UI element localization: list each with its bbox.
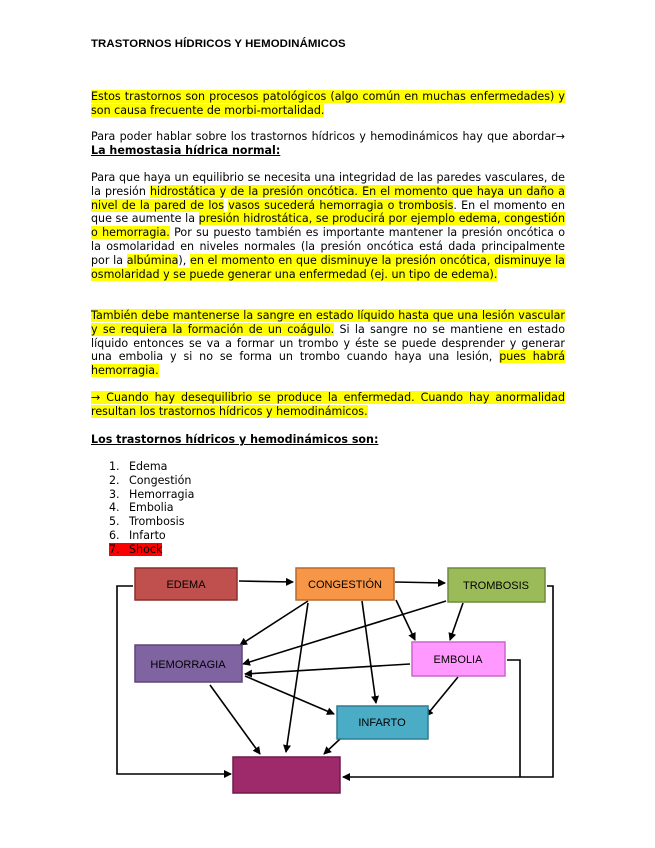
section-heading: La hemostasia hídrica normal:	[91, 143, 281, 157]
arrow-congestion-shock	[286, 603, 308, 752]
list-number: 4.	[109, 501, 120, 515]
list-number: 3.	[109, 487, 120, 501]
node-edema-label: EDEMA	[166, 579, 206, 591]
list-number: 1.	[109, 460, 120, 473]
node-shock-box	[233, 757, 340, 793]
list-number: 5.	[109, 515, 120, 529]
document-title: TRASTORNOS HÍDRICOS Y HEMODINÁMICOS	[91, 38, 346, 50]
highlight-text: en el momento en que disminuye la presión oncótica, disminuye la osmolaridad y se puede generar una enfermedad (ej. un tipo de edema).	[91, 253, 565, 281]
node-embolia	[412, 642, 505, 676]
highlight-text: → Cuando hay desequilibrio se produce la enfermedad. Cuando hay anormalidad resultan los trastornos hídricos y hemodinámicos.	[91, 391, 565, 418]
paragraph-text: Por su puesto también es importante mantener la presión oncótica o la osmolaridad en niveles normales (la presión oncótica está dada principalmente por la	[91, 226, 565, 267]
list-label: Infarto	[129, 528, 166, 542]
arrow-congestion-hemorragia	[240, 601, 308, 645]
arrow-infarto-shock	[324, 739, 340, 754]
node-trombosis-label: TROMBOSIS	[462, 580, 530, 592]
node-embolia-label: EMBOLIA	[433, 654, 483, 666]
list-label: Embolia	[129, 501, 174, 515]
list-heading: Los trastornos hídricos y hemodinámicos son:	[91, 433, 379, 446]
paragraph-text: Para que haya un equilibrio se necesita una integridad de las paredes vasculares, de la presión	[91, 171, 565, 198]
arrow-trombosis-shock	[343, 586, 553, 777]
list-label: Shock	[129, 542, 163, 556]
arrow-hemorragia-shock	[210, 685, 260, 754]
arrow-embolia-shock	[507, 660, 520, 777]
highlight-text: vasos sucederá hemorragia o trombosis	[228, 198, 454, 212]
node-congestion	[296, 568, 394, 600]
arrow-congestion-infarto	[362, 601, 376, 703]
node-hemorragia-label: HEMORRAGIA	[150, 659, 226, 671]
paragraph-text: . En el momento en que se aumente la	[91, 198, 565, 226]
list-number: 2.	[109, 473, 120, 487]
arrow-embolia-hemorragia	[245, 664, 410, 674]
node-congestion-label: CONGESTIÓN	[308, 579, 382, 591]
highlight-text: presión hidrostática, se producirá por ejemplo edema, congestión o hemorragia.	[91, 212, 565, 240]
node-hemorragia	[135, 645, 242, 682]
highlight-text: Estos trastornos son procesos patológicos (algo común en muchas enfermedades) y son causa frecuente de morbi-mortalidad.	[91, 90, 565, 117]
highlight-text: albúmina	[126, 253, 179, 267]
paragraph-text: ),	[178, 253, 191, 267]
list-number: 6.	[109, 528, 120, 542]
paragraph-text: Si la sangre no se mantiene en estado líquido entonces se va a formar un trombo y éste se puede desprender y generar una embolia y si no se forma un trombo cuando haya una lesión,	[91, 322, 565, 364]
arrow-trombosis-embolia	[450, 603, 463, 640]
node-trombosis	[448, 568, 545, 602]
arrow-edema-congestion	[239, 581, 293, 582]
highlight-text: pues habrá hemorragia.	[91, 350, 565, 378]
node-infarto-label: INFARTO	[358, 717, 406, 729]
highlight-text: hidrostática y de la presión oncótica. En el momento que haya un daño a nivel de la pared de los	[91, 184, 565, 212]
arrow-hemorragia-infarto	[245, 676, 334, 714]
list-number: 7.	[109, 542, 120, 556]
highlight-text: También debe mantenerse la sangre en estado líquido hasta que una lesión vascular y se requiera la formación de un coágulo.	[91, 309, 565, 336]
list-label: Hemorragia	[129, 487, 195, 501]
node-shock	[233, 757, 340, 793]
arrow-congestion-embolia	[396, 600, 415, 640]
list-label: Edema	[129, 460, 168, 473]
list-label: Trombosis	[129, 515, 185, 529]
list-label: Congestión	[129, 473, 192, 487]
node-infarto	[337, 706, 428, 739]
arrow-congestion-trombosis	[395, 582, 445, 583]
node-edema	[135, 568, 237, 600]
arrow-embolia-infarto	[426, 677, 458, 716]
paragraph-text: Para poder hablar sobre los trastornos hídricos y hemodinámicos hay que abordar→	[91, 130, 565, 143]
